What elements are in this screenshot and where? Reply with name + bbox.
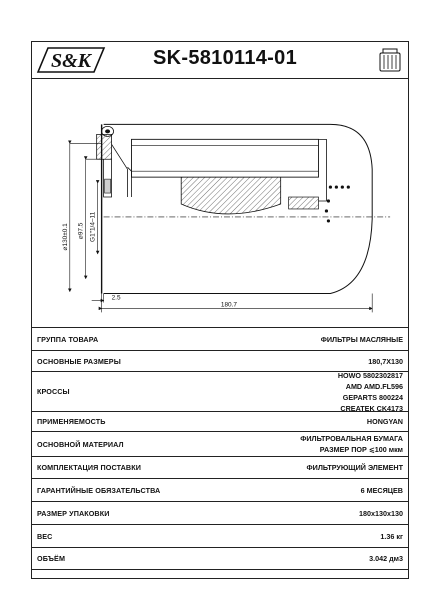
spec-value-line: AMD AMD.FL596 <box>345 381 403 391</box>
spec-label: ОСНОВНОЙ МАТЕРИАЛ <box>37 439 124 449</box>
spec-label: РАЗМЕР УПАКОВКИ <box>37 508 110 518</box>
spec-value-line: ФИЛЬТРУЮЩИЙ ЭЛЕМЕНТ <box>306 463 403 472</box>
spec-label: ПРИМЕНЯЕМОСТЬ <box>37 417 106 426</box>
spec-value <box>307 462 403 473</box>
spec-row <box>32 478 408 501</box>
spec-row <box>32 547 408 569</box>
spec-value <box>300 433 403 455</box>
spec-row <box>32 524 408 547</box>
spec-label: КРОССЫ <box>37 387 70 396</box>
spec-row <box>32 327 408 350</box>
spec-value <box>359 508 403 519</box>
spec-label: ГРУППА ТОВАРА <box>37 334 99 344</box>
dim-inner-diameter: ⌀97.5 <box>77 222 85 240</box>
spec-value-line: 3.042 дм3 <box>369 554 403 563</box>
spec-table <box>32 327 408 593</box>
spec-value <box>361 485 403 496</box>
spec-row <box>32 371 408 411</box>
spec-value-line: GEPARTS 800224 <box>342 392 403 402</box>
spec-value-line: 1.36 кг <box>380 531 403 541</box>
brand-logo-text: S&K <box>50 50 92 72</box>
spec-value <box>321 334 403 345</box>
spec-value <box>367 416 403 427</box>
spec-row <box>32 431 408 456</box>
spec-row <box>32 569 408 593</box>
dim-outer-diameter: ⌀130±0.1 <box>61 223 69 251</box>
spec-value <box>380 531 403 542</box>
spec-row <box>32 456 408 478</box>
spec-value-line: РАЗМЕР ПОР ⩽100 мкм <box>319 445 403 454</box>
spec-value-line: 180,7X130 <box>368 356 403 366</box>
dim-offset: 2.5 <box>111 294 121 302</box>
spec-value <box>338 370 403 414</box>
spec-value-line: HOWO 5802302817 <box>337 370 403 380</box>
spec-value-line: ФИЛЬТРОВАЛЬНАЯ БУМАГА <box>300 434 403 443</box>
technical-drawing <box>32 79 408 327</box>
dim-thread: G1"1/4–11 <box>89 211 97 242</box>
header <box>32 42 408 79</box>
dim-length: 180.7 <box>220 301 238 309</box>
spec-label: ОСНОВНЫЕ РАЗМЕРЫ <box>37 356 121 366</box>
spec-label: ГАРАНТИЙНЫЕ ОБЯЗАТЕЛЬСТВА <box>37 485 161 495</box>
spec-row <box>32 350 408 371</box>
spec-row <box>32 501 408 524</box>
spec-label: ВЕС <box>37 531 53 541</box>
product-sku: SK-5810114-01 <box>152 47 297 69</box>
spec-value-line: ФИЛЬТРЫ МАСЛЯНЫЕ <box>320 334 403 344</box>
spec-value-line: HONGYAN <box>366 417 403 426</box>
oil-filter-icon <box>378 47 402 73</box>
spec-row <box>32 411 408 431</box>
spec-value-line: 6 МЕСЯЦЕВ <box>360 485 403 495</box>
spec-label: КОМПЛЕКТАЦИЯ ПОСТАВКИ <box>37 463 141 472</box>
spec-value-line: 180x130x130 <box>359 508 403 518</box>
spec-label: ОБЪЁМ <box>37 554 66 563</box>
spec-sheet <box>31 41 409 579</box>
spec-value-line: CREATEK CK4173 <box>340 403 403 413</box>
spec-value <box>368 356 403 367</box>
spec-value <box>369 553 403 564</box>
